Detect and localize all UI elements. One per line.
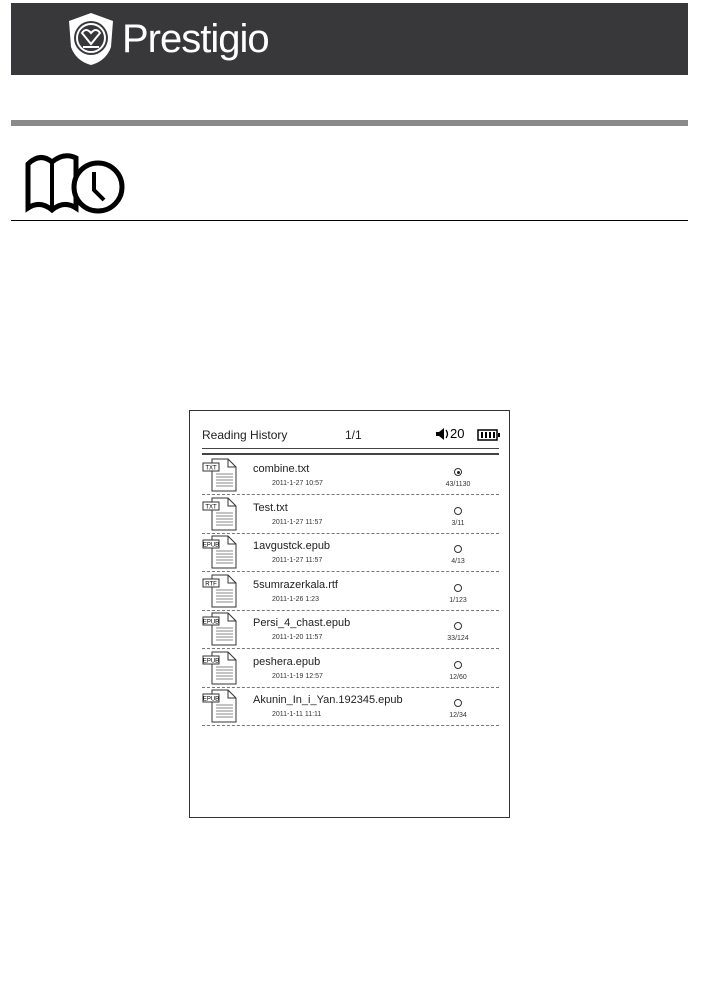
file-name: 1avgustck.epub xyxy=(253,540,331,552)
page-progress: 12/34 xyxy=(449,712,467,719)
volume-level: 20 xyxy=(450,426,465,441)
page-progress: 3/11 xyxy=(451,519,465,527)
file-icon xyxy=(202,689,238,723)
page-progress: 33/124 xyxy=(447,635,469,642)
select-radio[interactable] xyxy=(454,545,462,553)
select-radio[interactable] xyxy=(454,622,462,630)
last-read-date: 2011-1-26 1:23 xyxy=(272,595,319,603)
history-list-item[interactable] xyxy=(202,456,499,495)
svg-text:EPUB: EPUB xyxy=(202,658,220,664)
file-icon xyxy=(202,497,238,531)
section-divider xyxy=(11,120,688,126)
last-read-date: 2011-1-27 11:57 xyxy=(272,557,323,564)
brand-header xyxy=(11,3,688,75)
screen-title: Reading History xyxy=(202,428,288,442)
battery-icon xyxy=(477,429,501,441)
select-radio[interactable] xyxy=(454,507,462,515)
last-read-date: 2011-1-19 12:57 xyxy=(272,672,323,680)
history-list-item[interactable] xyxy=(202,533,499,572)
reading-history-icon xyxy=(24,150,128,218)
speaker-icon xyxy=(435,427,449,441)
svg-text:EPUB: EPUB xyxy=(202,619,220,626)
history-list-item[interactable] xyxy=(202,495,499,534)
volume-indicator xyxy=(435,426,464,441)
history-list-item[interactable] xyxy=(202,610,499,649)
select-radio[interactable] xyxy=(454,584,462,592)
file-icon xyxy=(202,651,238,685)
header-divider xyxy=(202,448,499,455)
file-name: Akunin_In_i_Yan.192345.epub xyxy=(253,694,403,706)
last-read-date: 2011-1-20 11:57 xyxy=(272,634,323,641)
last-read-date: 2011-1-11 11:11 xyxy=(272,711,322,718)
history-list-item[interactable] xyxy=(202,649,499,688)
svg-text:EPUB: EPUB xyxy=(202,696,220,703)
file-icon xyxy=(202,535,238,569)
file-name: Test.txt xyxy=(253,501,288,514)
file-icon xyxy=(202,574,238,608)
file-name: combine.txt xyxy=(253,463,310,475)
select-radio[interactable] xyxy=(454,661,462,669)
page-progress: 12/60 xyxy=(449,673,467,681)
file-icon xyxy=(202,458,238,492)
section-rule xyxy=(11,220,688,221)
page-indicator: 1/1 xyxy=(345,428,362,442)
svg-text:RTF: RTF xyxy=(205,581,217,587)
history-list-item[interactable] xyxy=(202,572,499,611)
page-progress: 43/1130 xyxy=(445,481,471,488)
device-screen xyxy=(189,410,510,818)
prestigio-logo: Prestigio xyxy=(66,11,269,67)
svg-text:EPUB: EPUB xyxy=(202,542,220,549)
page-progress: 4/13 xyxy=(451,558,465,565)
select-radio[interactable] xyxy=(454,468,462,476)
last-read-date: 2011-1-27 10:57 xyxy=(272,480,323,487)
file-name: 5sumrazerkala.rtf xyxy=(253,578,338,591)
last-read-date: 2011-1-27 11:57 xyxy=(272,518,323,526)
file-name: peshera.epub xyxy=(253,655,321,668)
file-name: Persi_4_chast.epub xyxy=(253,617,351,629)
shield-logo-icon xyxy=(66,11,116,67)
svg-text:TXT: TXT xyxy=(205,465,217,472)
history-list-item[interactable] xyxy=(202,687,499,726)
svg-text:TXT: TXT xyxy=(205,504,217,510)
page-progress: 1/123 xyxy=(449,596,467,604)
file-icon xyxy=(202,612,238,646)
select-radio[interactable] xyxy=(454,699,462,707)
